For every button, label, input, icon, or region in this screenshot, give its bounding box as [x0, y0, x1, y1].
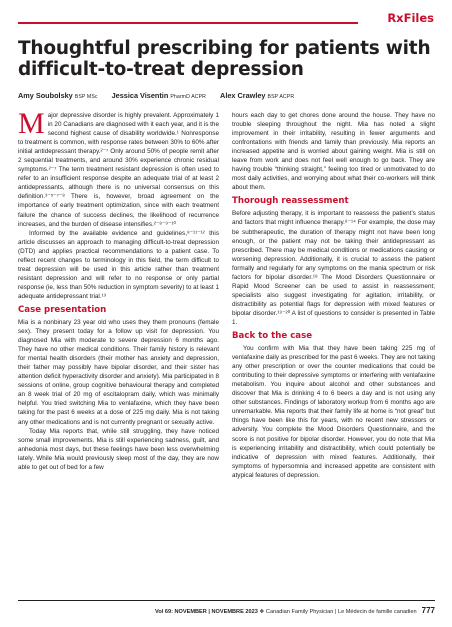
author-name: Jessica Visentin	[111, 91, 169, 100]
right-column	[232, 111, 435, 480]
author-credentials: BSP MSc	[74, 94, 98, 100]
page-footer	[18, 606, 435, 615]
heading-case-presentation: Case presentation	[18, 304, 107, 315]
author-name: Amy Soubolsky	[18, 91, 73, 100]
heading-thorough-reassessment: Thorough reassessment	[232, 196, 349, 207]
footer-volume: Vol 69: NOVEMBER | NOVEMBRE 2023	[155, 609, 258, 615]
page-number: 777	[421, 606, 435, 615]
back-to-case-paragraph: You confirm with Mia that they have been taking 225 mg of venlafaxine daily as prescribed for the past 6 weeks. They are not taking any other prescription or over the counter medications that could be contributing to their depressive symptoms or interfering with venlafaxine metabolism. You inquire about alcohol and other substances and discover that Mia is drinking 4 to 6 beers a day and is not using any other substances. Findings of laboratory workup from 6 months ago are unremarkable. Mia reports that their family life at home is “not great” but things have been like this for years, with no recent new stressors or adversity. You complete the Mood Disorders Questionnaire, and the score is not positive for bipolar disorder. However, you do note that Mia is experiencing irritability and distractibility, which could potentially be indicative of depression with mixed features. Additionally, their symptoms of hypersomnia and increased appetite are consistent with atypical features of depression.	[232, 345, 435, 479]
author-credentials: PharmD ACPR	[170, 94, 207, 100]
author-credentials: BSP ACPR	[267, 94, 295, 100]
case-continuation: hours each day to get chores done around the house. They have no trouble sleeping throughout the night. Mia has noted a slight improvement in their irritability, resulting in fewer arguments and confrontations with friends and family than previously. Mia reports an increased appetite and is worried about gaining weight. Mia is still on leave from work and does not feel well enough to go back. They are having trouble “thinking straight,” feeling too tired or unmotivated to do most daily activities, and worrying about what their co-workers will think about them.	[232, 112, 435, 192]
author-line	[18, 91, 438, 100]
author-3	[220, 91, 294, 100]
header-rule	[18, 22, 358, 24]
author-1	[18, 91, 98, 100]
left-column	[18, 107, 219, 472]
case-paragraph-1: Mia is a nonbinary 23 year old who uses they them pronouns (female sex). They present today for a follow up visit for depression. You diagnosed Mia with moderate to severe depression 6 months ago. They have no other medical conditions. Their family history is relevant for mental health disorders (their mother has anxiety and depression, their father may possibly have bipolar disorder, and their sister has attention deficit hyperactivity disorder and anxiety). Mia participated in 8 sessions of online, group cognitive behavioural therapy and completed an 8 week trial of 20 mg of escitalopram daily, which was minimally helpful. You tried switching Mia to venlafaxine, which they have been taking for the past 6 weeks at a dose of 225 mg daily. Mia is not taking any other medications and is not currently pregnant or sexually active.	[18, 318, 219, 426]
heading-back-to-case: Back to the case	[232, 331, 313, 342]
author-2	[112, 91, 206, 100]
intro-paragraph-1	[18, 107, 219, 229]
section-tag: RxFiles	[387, 11, 434, 25]
author-name: Alex Crawley	[220, 91, 266, 100]
footer-rule	[18, 600, 435, 601]
intro-paragraph-2: Informed by the available evidence and guidelines,⁸⁻¹¹⁻¹² this article discusses an approach to managing difficult-to-treat depression (DTD) and applies practical recommendations to a patient case. To reflect recent changes to terminology in this field, the term difficult to treat depression will be used in this article rather than treatment resistant depression and will refer to no response or only partial response (ie, less than 50% reduction in symptom severity) to at least 1 adequate antidepressant trial.¹³	[18, 229, 219, 300]
footer-journal: ❖ Canadian Family Physician | Le Médecin de famille canadien	[257, 609, 417, 615]
case-paragraph-2: Today Mia reports that, while still struggling, they have noticed some small improvements. Mia is still experiencing sadness, guilt, and anhedonia most days, but these feelings have been less overwhelming lately. While Mia would previously sleep most of the day, they are now able to get out of bed for a few	[18, 427, 219, 471]
article-title: Thoughtful prescribing for patients with difficult-to-treat depression	[18, 38, 431, 80]
intro-paragraph-1-text: ajor depressive disorder is highly prevalent. Approximately 1 in 20 Canadians are diagnosed with it each year, and it is the second highest cause of disability worldwide.¹ Nonresponse to treatment is common, with response rates between 30% to 60% after initial antidepressant therapy.²⁻⁷ Only around 50% of people remit after 2 sequential treatments, and around 30% experience chronic residual symptoms.²⁻⁷ The term treatment resistant depression is often used to refer to an insufficient response despite an adequate trial of at least 2 antidepressants, although there is no universal consensus on this definition.³⁻⁵⁻⁷⁻⁸ There is, however, broad agreement on the importance of early treatment optimization, since with each treatment failure the chance of success declines, the likelihood of recurrence increases, and the burden of disease intensifies.²⁻⁸⁻⁹⁻¹⁰	[18, 112, 219, 228]
reassessment-paragraph: Before adjusting therapy, it is important to reassess the patient’s status and factors that might influence therapy.⁸⁻¹⁴ For example, the dose may be subtherapeutic, the duration of therapy might not have been long enough, or the patient may not be taking their antidepressant as prescribed. There may be medical conditions or medications causing or worsening depression. Additionally, it is crucial to assess the patient formally and regularly for any symptoms on the mania spectrum or risk factors for bipolar disorder.¹⁸ The Mood Disorders Questionnaire or Rapid Mood Screener can be used to assist in reassessment; specialists also suggest investigating for agitation, irritability, or distractibility as potential flags for depression with mixed features or bipolar disorder.¹⁹⁻²⁰ A list of questions to consider is presented in Table 1.	[232, 210, 435, 326]
drop-cap: M	[18, 107, 45, 140]
